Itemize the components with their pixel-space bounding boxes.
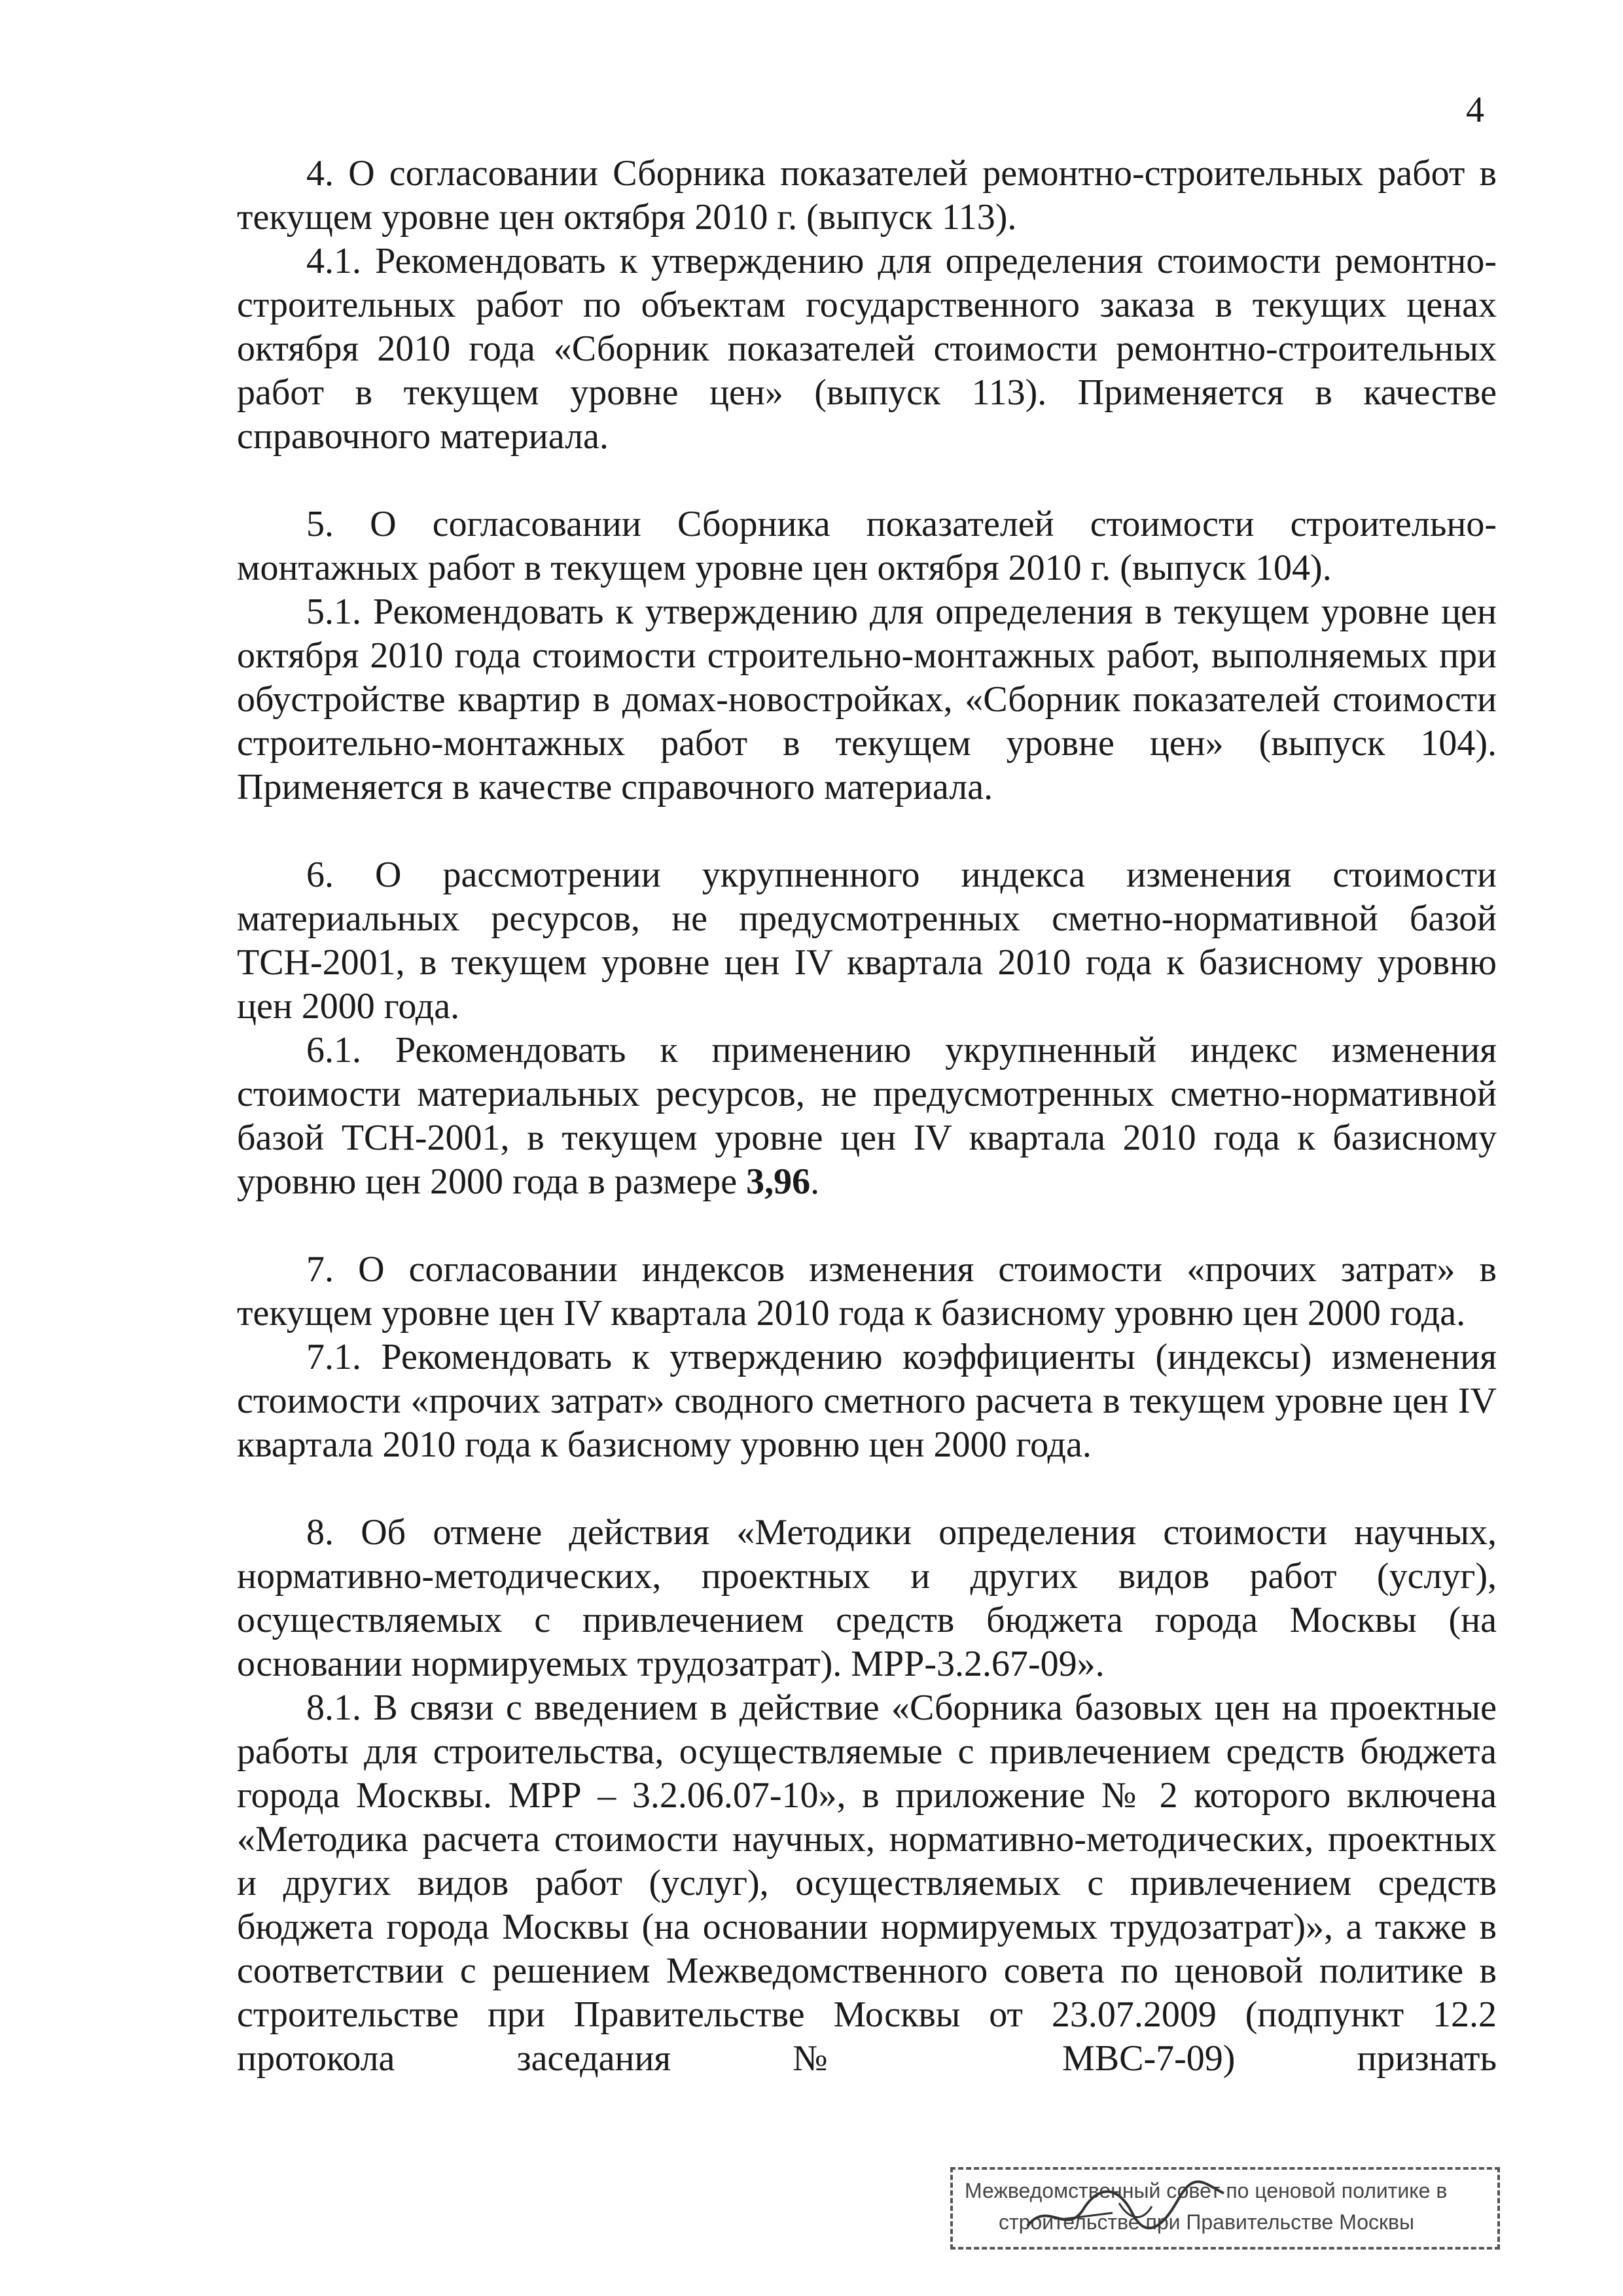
section-7-1-text: 7.1. Рекомендовать к утверждению коэффициенты (индексы) изменения стоимости «прочих затрат» сводного сметного расчета в текущем уровне цен IV квартала 2010 года к базисному уровню цен 2000 года. (237, 1337, 1497, 1465)
signature-icon (1021, 2174, 1230, 2246)
page-number: 4 (1466, 90, 1484, 130)
section-6-1-end: . (810, 1161, 820, 1202)
section-8-1-text: 8.1. В связи с введением в действие «Сборника базовых цен на проектные работы для строительства, осуществляемые с привлечением средств бюджета города Москвы. МРР – 3.2.06.07-10», в приложение № 2 которого включена «Методика расчета стоимости научных, нормативно-методических, проектных и других видов работ (услуг), осуществляемых с привлечением средств бюджета города Москвы (на основании нормируемых трудозатрат)», а также в соответствии с решением Межведомственного совета по ценовой политике в строительстве при Правительстве Москвы от 23.07.2009 (подпункт 12.2 протокола заседания № МВС-7-09) признать (237, 1687, 1497, 2079)
section-5-heading: 5. О согласовании Сборника показателей стоимости строительно-монтажных работ в текущем уровне цен октября 2010 г. (выпуск 104). (237, 504, 1497, 588)
paragraph-gap (237, 1467, 1497, 1511)
stamp-line-1: Межведомственный совет по ценовой политике в (965, 2179, 1448, 2202)
section-4-1-text: 4.1. Рекомендовать к утверждению для определения стоимости ремонтно-строительных работ по объектам государственного заказа в текущих ценах октября 2010 года «Сборник показателей стоимости ремонтно-строительных работ в текущем уровне цен» (выпуск 113). Применяется в качестве справочного материала. (237, 241, 1497, 457)
stamp-line-2: строительстве при Правительстве Москвы (999, 2210, 1415, 2234)
paragraph-gap (237, 1204, 1497, 1248)
section-6-1-text (237, 1029, 1497, 1204)
section-4-heading: 4. О согласовании Сборника показателей ремонтно-строительных работ в текущем уровне цен октября 2010 г. (выпуск 113). (237, 153, 1497, 238)
section-6-1-body: 6.1. Рекомендовать к применению укрупненный индекс изменения стоимости материальных ресурсов, не предусмотренных сметно-нормативной базой ТСН-2001, в текущем уровне цен IV квартала 2010 года к базисному уровню цен 2000 года в размере (237, 1030, 1497, 1202)
paragraph-gap (237, 809, 1497, 853)
index-value: 3,96 (746, 1161, 811, 1202)
paragraph-gap (237, 459, 1497, 503)
section-5-1-text: 5.1. Рекомендовать к утверждению для определения в текущем уровне цен октября 2010 года стоимости строительно-монтажных работ, выполняемых при обустройстве квартир в домах-новостройках, «Сборник показателей стоимости строительно-монтажных работ в текущем уровне цен» (выпуск 104). Применяется в качестве справочного материала. (237, 592, 1497, 807)
section-7-heading: 7. О согласовании индексов изменения стоимости «прочих затрат» в текущем уровне цен IV квартала 2010 года к базисному уровню цен 2000 года. (237, 1249, 1497, 1333)
section-8-heading: 8. Об отмене действия «Методики определения стоимости научных, нормативно-методических, проектных и других видов работ (услуг), осуществляемых с привлечением средств бюджета города Москвы (на основании нормируемых трудозатрат). МРР-3.2.67-09». (237, 1512, 1497, 1684)
document-body (237, 152, 1497, 2081)
section-6-heading: 6. О рассмотрении укрупненного индекса изменения стоимости материальных ресурсов, не предусмотренных сметно-нормативной базой ТСН-2001, в текущем уровне цен IV квартала 2010 года к базисному уровню цен 2000 года. (237, 855, 1497, 1027)
